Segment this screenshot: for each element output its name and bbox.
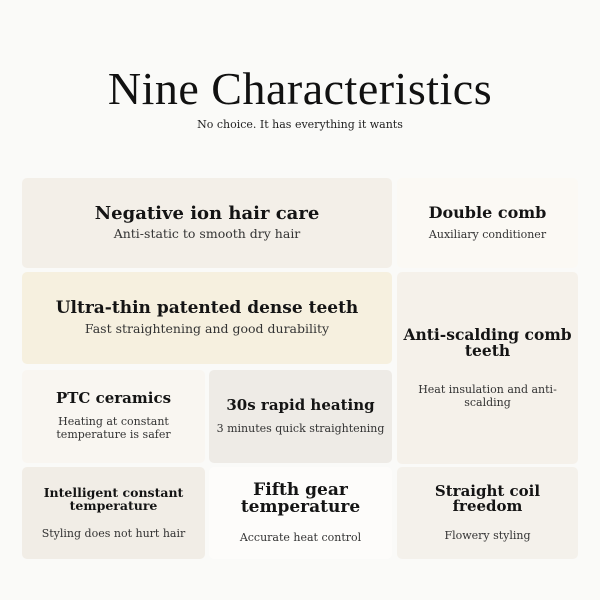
feature-title: Negative ion hair care [94, 202, 320, 224]
feature-card-double-comb [397, 178, 578, 268]
feature-card-fifth-gear [209, 467, 392, 559]
feature-card-constant-temperature [22, 467, 205, 559]
feature-title: Anti-scalding comb teeth [403, 324, 572, 360]
feature-card-rapid-heating [209, 370, 392, 463]
feature-title: Ultra-thin patented dense teeth [55, 297, 359, 318]
feature-description: Fast straightening and good durability [84, 321, 330, 337]
feature-title: Fifth gear temperature [240, 479, 361, 518]
feature-description: Flowery styling [444, 529, 531, 543]
feature-title: PTC ceramics [55, 389, 172, 408]
feature-title: Straight coil freedom [434, 481, 541, 516]
page-subtitle: No choice. It has everything it wants [197, 118, 403, 131]
feature-description: Auxiliary conditioner [428, 227, 547, 241]
feature-description: Accurate heat control [239, 531, 362, 545]
feature-title: Double comb [428, 203, 547, 222]
feature-description: Heating at constant temperature is safer [56, 415, 171, 442]
feature-description: 3 minutes quick straightening [216, 421, 385, 435]
feature-description: Anti-static to smooth dry hair [113, 226, 301, 242]
feature-card-dense-teeth [22, 272, 392, 364]
feature-card-straight-coil [397, 467, 578, 559]
feature-card-ptc-ceramics [22, 370, 205, 463]
feature-description: Heat insulation and anti-scalding [418, 383, 557, 410]
page-title: Nine Characteristics [107, 63, 493, 114]
feature-title: Intelligent constant temperature [43, 485, 184, 514]
feature-card-anti-scalding [397, 272, 578, 464]
feature-description: Styling does not hurt hair [41, 526, 186, 540]
feature-card-negative-ion [22, 178, 392, 268]
feature-title: 30s rapid heating [226, 396, 375, 415]
